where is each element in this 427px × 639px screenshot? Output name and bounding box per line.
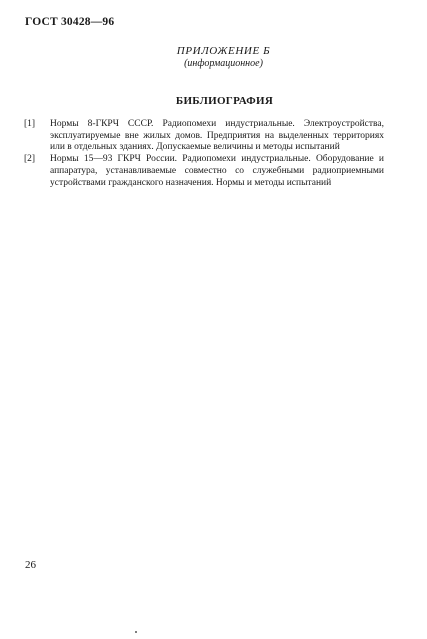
reference-number: [2] <box>24 154 36 165</box>
reference-list <box>24 119 384 189</box>
reference-text: Нормы 8-ГКРЧ СССР. Радиопомехи индустриальные. Электроустройства, эксплуатируемые вне жилых домов. Предприятия на выделенных территориях или в отдельных зданиях. Допускаемые величины и методы испытаний <box>50 119 384 153</box>
reference-item <box>24 154 384 189</box>
scan-speck <box>135 631 137 633</box>
appendix-subtitle: (информационное) <box>184 58 263 69</box>
appendix-title: ПРИЛОЖЕНИЕ Б <box>176 45 271 57</box>
bibliography-heading-text: БИБЛИОГРАФИЯ <box>175 95 274 107</box>
reference-item <box>24 119 384 154</box>
standard-code: ГОСТ 30428—96 <box>25 16 115 28</box>
reference-number: [1] <box>24 119 36 129</box>
bibliography-heading <box>0 95 427 107</box>
page-number: 26 <box>25 559 36 571</box>
reference-text: Нормы 15—93 ГКРЧ России. Радиопомехи индустриальные. Оборудование и аппаратура, устанавливаемые совместно со служебными радиоприемными устройствами гражданского назначения. Нормы и методы испытаний <box>50 154 384 188</box>
appendix-heading <box>0 45 427 69</box>
